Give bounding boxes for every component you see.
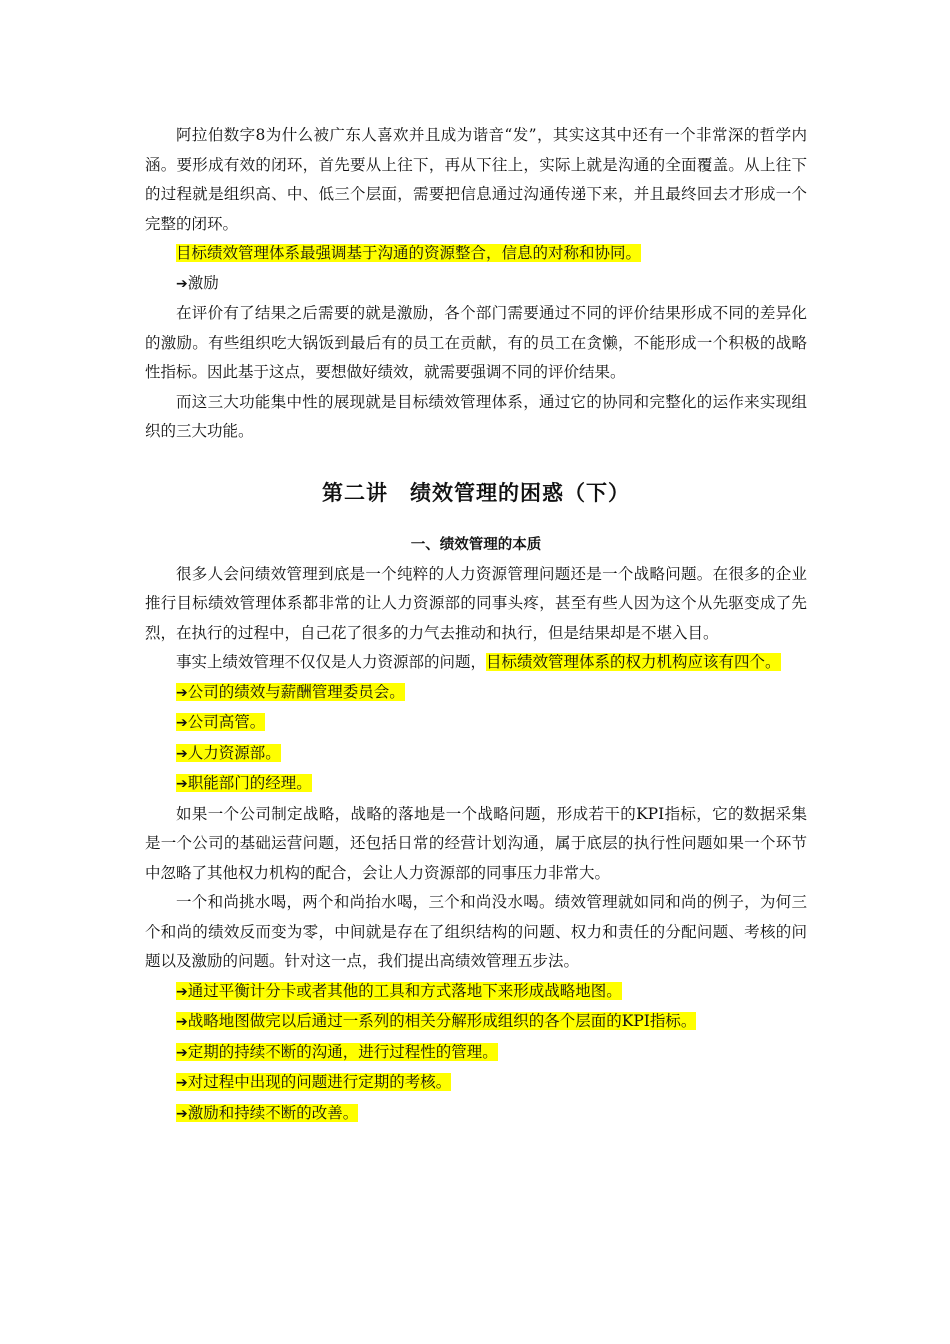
- arrow-icon: ➔: [176, 275, 188, 292]
- highlight-statement: [145, 239, 807, 269]
- step-text: 对过程中出现的问题进行定期的考核。: [187, 1073, 452, 1091]
- power-body-item: [145, 739, 807, 770]
- power-body-item: [145, 708, 807, 739]
- arrow-icon: ➔: [176, 1105, 188, 1122]
- paragraph-strategy: 如果一个公司制定战略，战略的落地是一个战略问题，形成若干的KPI指标，它的数据采集是一个公司的基础运营问题，还包括日常的经营计划沟通，属于底层的执行性问题如果一个环节中忽略了其他权力机构的配合，会让人力资源部的同事压力非常大。: [145, 804, 807, 882]
- step-item: [145, 1007, 807, 1038]
- highlighted-text: 目标绩效管理体系最强调基于沟通的资源整合，信息的对称和协同。: [176, 244, 642, 262]
- power-body-text: 公司高管。: [187, 713, 266, 731]
- power-bodies-highlight: 目标绩效管理体系的权力机构应该有四个。: [486, 653, 781, 671]
- arrow-icon: ➔: [176, 983, 188, 1000]
- power-body-text: 人力资源部。: [187, 743, 281, 762]
- paragraph-closed-loop: 阿拉伯数字8为什么被广东人喜欢并且成为谐音“发”，其实这其中还有一个非常深的哲学内涵。要形成有效的闭环，首先要从上往下，再从下往上，实际上就是沟通的全面覆盖。从上往下的过程就是组织高、中、低三个层面，需要把信息通过沟通传递下来，并且最终回去才形成一个完整的闭环。: [145, 126, 807, 233]
- arrow-icon: ➔: [176, 715, 188, 731]
- step-text: 通过平衡计分卡或者其他的工具和方式落地下来形成战略地图。: [187, 981, 622, 1000]
- section-title: 一、绩效管理的本质: [410, 536, 542, 553]
- power-body-item: [145, 769, 807, 800]
- step-item: [145, 1038, 807, 1069]
- arrow-icon: ➔: [176, 1014, 188, 1030]
- incentive-heading: [145, 269, 807, 300]
- arrow-icon: ➔: [176, 776, 188, 792]
- step-text: 激励和持续不断的改善。: [187, 1103, 359, 1122]
- incentive-label: 激励: [187, 273, 219, 292]
- arrow-icon: ➔: [176, 745, 188, 762]
- step-item: [145, 1068, 807, 1099]
- arrow-icon: ➔: [176, 1075, 188, 1091]
- power-body-item: [145, 678, 807, 709]
- power-body-text: 公司的绩效与薪酬管理委员会。: [187, 682, 405, 701]
- lecture-title: 第二讲 绩效管理的困惑（下）: [322, 480, 630, 505]
- step-text: 定期的持续不断的沟通，进行过程性的管理。: [187, 1042, 498, 1061]
- arrow-icon: ➔: [176, 1044, 188, 1061]
- power-bodies-intro: 事实上绩效管理不仅仅是人力资源部的问题，: [176, 653, 487, 671]
- step-item: [145, 977, 807, 1008]
- document-body: [145, 121, 807, 1129]
- paragraph-essence: 很多人会问绩效管理到底是一个纯粹的人力资源管理问题还是一个战略问题。在很多的企业推行目标绩效管理体系都非常的让人力资源部的同事头疼，甚至有些人因为这个从先驱变成了先烈，在执行的过程中，自己花了很多的力气去推动和执行，但是结果却是不堪入目。: [145, 564, 807, 642]
- power-body-text: 职能部门的经理。: [187, 774, 312, 792]
- paragraph-monks: 一个和尚挑水喝，两个和尚抬水喝，三个和尚没水喝。绩效管理就如同和尚的例子，为何三个和尚的绩效反而变为零，中间就是存在了组织结构的问题、权力和责任的分配问题、考核的问题以及激励的问题。针对这一点，我们提出高绩效管理五步法。: [145, 893, 807, 970]
- paragraph-power-bodies: [145, 648, 807, 678]
- step-item: [145, 1099, 807, 1130]
- arrow-icon: ➔: [176, 684, 188, 701]
- paragraph-summary: 而这三大功能集中性的展现就是目标绩效管理体系，通过它的协同和完整化的运作来实现组织的三大功能。: [145, 392, 807, 440]
- paragraph-incentive: 在评价有了结果之后需要的就是激励，各个部门需要通过不同的评价结果形成不同的差异化的激励。有些组织吃大锅饭到最后有的员工在贡献，有的员工在贪懒，不能形成一个积极的战略性指标。因此基于这点，要想做好绩效，就需要强调不同的评价结果。: [145, 304, 807, 381]
- step-text: 战略地图做完以后通过一系列的相关分解形成组织的各个层面的KPI指标。: [187, 1012, 697, 1030]
